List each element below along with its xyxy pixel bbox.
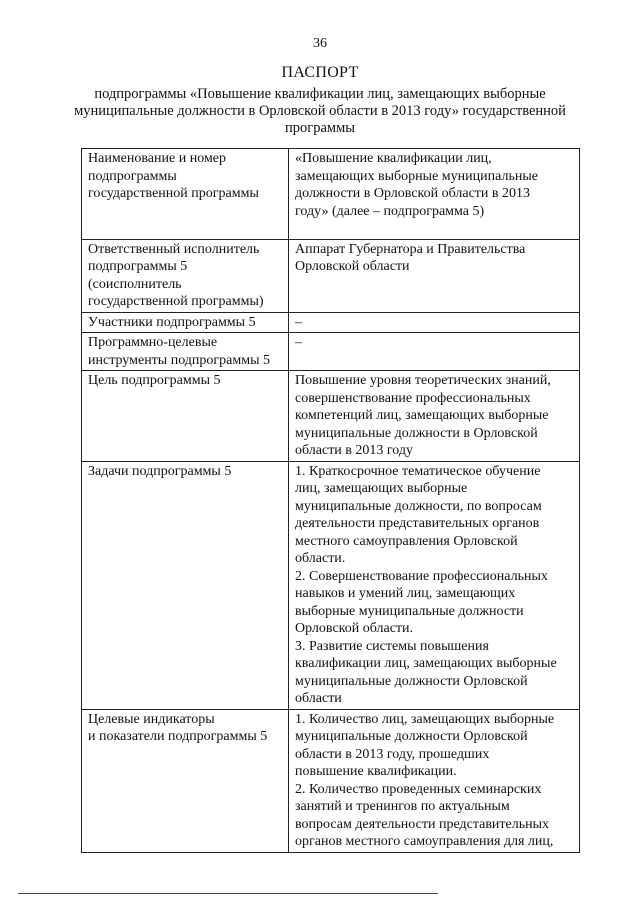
row-value-cell [289,239,580,312]
row-label-line: государственной программы) [88,294,264,309]
row-label-cell [82,239,289,312]
row-value-line: году» (далее – подпрограмма 5) [295,203,485,219]
table-row [82,371,580,462]
row-value-line: области в 2013 году, прошедших [295,746,490,762]
table-row [82,709,580,852]
document-subtitle [60,86,580,137]
row-value-line: совершенствование профессиональных [295,390,531,406]
row-value-line: повышение квалификации. [295,764,457,779]
row-value-line: «Повышение квалификации лиц, [295,151,492,166]
row-label-line: Ответственный исполнитель [88,241,260,257]
row-value-line: 2. Совершенствование профессиональных [295,568,548,584]
row-value-line: деятельности представительных органов [295,516,540,531]
row-value-cell [289,312,580,333]
row-label-line: Наименование и номер [88,151,227,166]
row-label-cell [82,461,289,709]
row-value-line: муниципальные должности в Орловской [295,425,538,441]
row-value-cell [289,371,580,462]
page-number: 36 [313,36,327,51]
row-value-line: 3. Развитие системы повышения [295,638,489,654]
row-label-line: подпрограммы 5 [88,259,188,274]
subtitle-line: подпрограммы «Повышение квалификации лиц, замещающих выборные [94,86,546,102]
row-value-line: Повышение уровня теоретических знаний, [295,373,551,388]
row-value-line: муниципальные должности Орловской [295,673,528,689]
row-value-line: замещающих выборные муниципальные [295,168,538,184]
row-value-line: квалификации лиц, замещающих выборные [295,656,557,671]
row-value-line: области [295,691,342,706]
row-value-line: вопросам деятельности представительных [295,816,550,832]
row-value-line: области. [295,551,346,566]
row-label-line: и показатели подпрограммы 5 [88,729,268,744]
row-value-cell [289,333,580,371]
subtitle-line: программы [285,120,355,136]
row-value-line: – [295,314,302,330]
row-label-line: инструменты подпрограммы 5 [88,352,270,368]
row-label-line: Целевые индикаторы [88,711,215,727]
row-value-line: навыков и умений лиц, замещающих [295,586,516,601]
row-label-line: Задачи подпрограммы 5 [88,463,232,479]
row-value-line: Орловской области. [295,621,414,636]
row-value-line: Орловской области [295,259,410,274]
row-label-cell [82,371,289,462]
footer-rule [18,893,438,894]
row-label-cell [82,333,289,371]
passport-table [81,148,580,853]
table-row [82,312,580,333]
row-value-cell [289,461,580,709]
row-value-line: области в 2013 году [295,443,414,458]
row-label-cell [82,149,289,240]
row-value-cell [289,709,580,852]
row-value-line: должности в Орловской области в 2013 [295,186,531,201]
row-value-cell [289,149,580,240]
row-value-line: выборные муниципальные должности [295,603,524,619]
table-row [82,149,580,240]
row-label-line: подпрограммы [88,168,177,184]
row-label-line: Программно-целевые [88,335,218,350]
row-value-line: муниципальные должности, по вопросам [295,498,542,514]
row-label-line: Цель подпрограммы 5 [88,373,221,388]
row-value-line: компетенций лиц, замещающих выборные [295,408,549,423]
row-label-line: Участники подпрограммы 5 [88,314,256,330]
row-label-cell [82,312,289,333]
row-value-line: органов местного самоуправления для лиц, [295,834,554,849]
subtitle-line: муниципальные должности в Орловской области в 2013 году» государственной [74,103,566,119]
table-row [82,239,580,312]
table-row [82,333,580,371]
row-value-line: 1. Краткосрочное тематическое обучение [295,463,541,479]
row-label-cell [82,709,289,852]
document-title: ПАСПОРТ [281,64,359,81]
row-value-line: Аппарат Губернатора и Правительства [295,241,526,257]
row-value-line: занятий и тренингов по актуальным [295,799,510,814]
row-value-line: муниципальные должности Орловской [295,729,528,744]
row-value-line: – [295,335,302,350]
row-label-line: (соисполнитель [88,276,182,292]
row-value-line: 1. Количество лиц, замещающих выборные [295,711,555,727]
table-row [82,461,580,709]
row-value-line: лиц, замещающих выборные [295,481,468,496]
row-value-line: местного самоуправления Орловской [295,533,518,549]
row-label-line: государственной программы [88,186,259,201]
row-value-line [295,220,574,238]
row-value-line: 2. Количество проведенных семинарских [295,781,542,797]
